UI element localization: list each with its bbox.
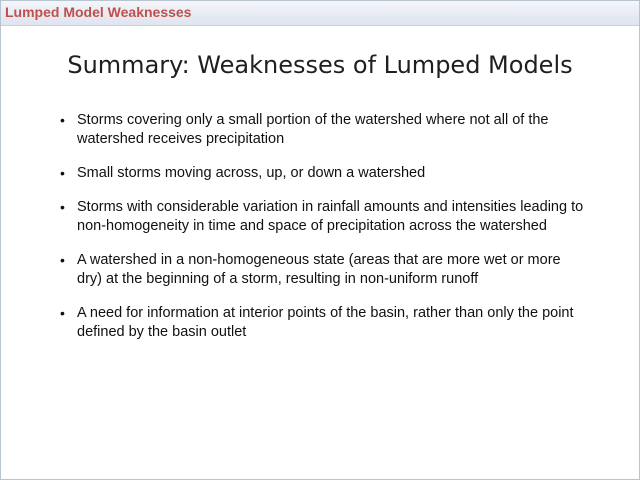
bullet-text: A need for information at interior points of the basin, rather than only the point defined by the basin outlet — [77, 305, 574, 340]
bullet-dot-icon: • — [60, 199, 65, 215]
bullet-item — [58, 111, 588, 149]
bullet-item — [58, 198, 588, 236]
bullet-dot-icon: • — [60, 252, 65, 268]
bullet-list — [58, 111, 588, 357]
bullet-item — [58, 251, 588, 289]
bullet-text: A watershed in a non-homogeneous state (areas that are more wet or more dry) at the beginning of a storm, resulting in non-uniform runoff — [77, 252, 561, 287]
bullet-item — [58, 304, 588, 342]
header-title: Lumped Model Weaknesses — [5, 4, 192, 20]
slide-title: Summary: Weaknesses of Lumped Models — [67, 51, 573, 79]
bullet-text: Storms covering only a small portion of the watershed where not all of the watershed receives precipitation — [77, 112, 549, 147]
bullet-dot-icon: • — [60, 165, 65, 181]
bullet-text: Storms with considerable variation in rainfall amounts and intensities leading to non-homogeneity in time and space of precipitation across the watershed — [77, 199, 584, 234]
bullet-dot-icon: • — [60, 112, 65, 128]
header-band — [1, 1, 639, 26]
bullet-dot-icon: • — [60, 305, 65, 321]
bullet-text: Small storms moving across, up, or down a watershed — [77, 165, 426, 181]
bullet-item — [58, 164, 588, 183]
